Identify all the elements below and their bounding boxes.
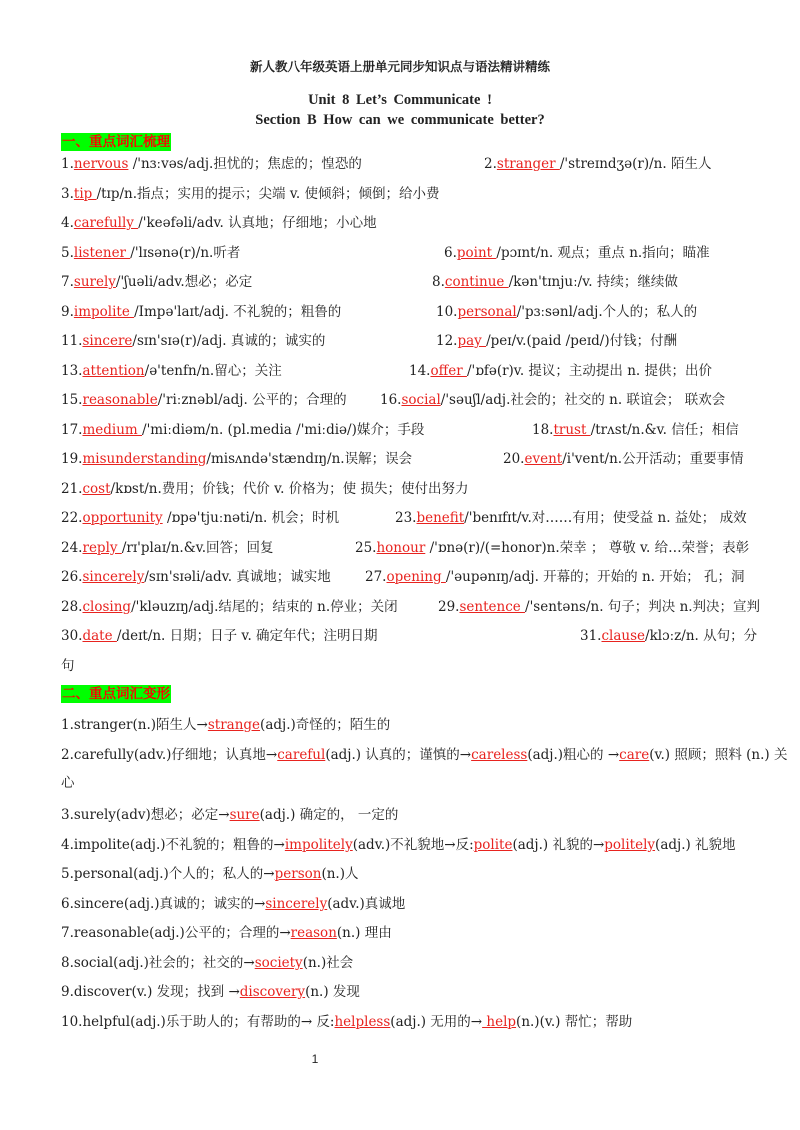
section-heading-word-forms: 二、重点词汇变形 — [62, 686, 170, 702]
entry-number: 18. — [532, 422, 554, 438]
form-text: 3.surely(adv)想必；必定→ — [61, 807, 230, 823]
answer-word: helpless — [334, 1014, 391, 1030]
entry-definition: /'səuʃl/adj.社会的；社交的 n. 联谊会； 联欢会 — [440, 392, 726, 408]
entry-number: 23. — [395, 510, 417, 526]
answer-word: society — [254, 955, 303, 971]
entry-definition: /kɒst/n.费用；价钱；代价 v. 价格为；使 损失；使付出努力 — [110, 481, 469, 497]
form-text: (adj.) 确定的， 一定的 — [259, 807, 399, 823]
form-entry-10 — [61, 1010, 632, 1030]
form-text: (adv.)不礼貌地→反: — [352, 837, 474, 853]
entry-number: 10. — [436, 304, 458, 320]
answer-word: benefit — [416, 510, 465, 526]
answer-word: sincerely — [265, 896, 328, 912]
entry-definition: /kən'tɪnjuː/v. 持续；继续做 — [508, 274, 678, 290]
entry-number: 13. — [61, 363, 83, 379]
entry-definition: /'kləuzɪŋ/adj.结尾的；结束的 n.停业；关闭 — [131, 599, 398, 615]
form-text: (n.) 理由 — [336, 925, 392, 941]
entry-number: 28. — [61, 599, 83, 615]
answer-word: opening — [386, 569, 446, 585]
entry-number: 25. — [355, 540, 377, 556]
form-text: 6.sincere(adj.)真诚的；诚实的→ — [61, 896, 266, 912]
entry-definition: /'ɒnə(r)/(=honor)n.荣幸 ； 尊敬 v. 给…荣誉；表彰 — [425, 540, 750, 556]
entry-definition: /'benɪfɪt/v.对……有用；使受益 n. 益处； 成效 — [464, 510, 747, 526]
answer-word: pay — [457, 333, 487, 349]
form-entry-5 — [61, 862, 358, 882]
answer-word: carefully — [73, 215, 139, 231]
vocab-entry-31-continuation: 句 — [61, 658, 75, 674]
entry-definition: /sɪn'sɪəli/adv. 真诚地；诚实地 — [144, 569, 331, 585]
form-text: (n.)社会 — [302, 955, 354, 971]
unit-title: Unit 8 Let’s Communicate ! — [308, 92, 492, 108]
form-text: (adj.) 礼貌的→ — [512, 837, 605, 853]
entry-number: 8. — [432, 274, 445, 290]
answer-word: closing — [82, 599, 132, 615]
form-text: 4.impolite(adj.)不礼貌的；粗鲁的→ — [61, 837, 285, 853]
answer-word: listener — [73, 245, 131, 261]
answer-word: help — [482, 1014, 517, 1030]
form-entry-2-continuation: 心 — [61, 775, 75, 791]
entry-number: 29. — [438, 599, 460, 615]
entry-definition: /ə'tenfn/n.留心；关注 — [144, 363, 282, 379]
vocab-entry-6 — [444, 241, 710, 261]
entry-definition: /klɔːz/n. 从句；分 — [645, 628, 758, 644]
vocab-entry-15 — [61, 388, 347, 408]
vocab-entry-1 — [61, 152, 362, 172]
entry-number: 11. — [61, 333, 83, 349]
answer-word: clause — [601, 628, 646, 644]
entry-definition: /'riːznəbl/adj. 公平的；合理的 — [157, 392, 347, 408]
form-text: (adj.)粗心的 → — [527, 747, 620, 763]
vocab-entry-8 — [432, 270, 678, 290]
answer-word: misunderstanding — [82, 451, 207, 467]
vocab-entry-9 — [61, 300, 341, 320]
answer-word: continue — [444, 274, 509, 290]
entry-number: 1. — [61, 156, 74, 172]
entry-number: 21. — [61, 481, 83, 497]
entry-number: 22. — [61, 510, 83, 526]
answer-word: surely — [73, 274, 116, 290]
section-heading-vocabulary: 一、重点词汇梳理 — [62, 134, 170, 150]
form-entry-8 — [61, 951, 353, 971]
entry-definition: /'streɪndʒə(r)/n. 陌生人 — [559, 156, 712, 172]
form-text: 2.carefully(adv.)仔细地；认真地→ — [61, 747, 278, 763]
vocab-entry-31 — [580, 624, 757, 644]
entry-definition: /deɪt/n. 日期；日子 v. 确定年代；注明日期 — [116, 628, 378, 644]
entry-number: 4. — [61, 215, 74, 231]
vocab-entry-4 — [61, 211, 377, 231]
entry-definition: /'sentəns/n. 句子；判决 n.判决；宣判 — [525, 599, 761, 615]
answer-word: careful — [277, 747, 326, 763]
entry-definition: /sɪn'sɪə(r)/adj. 真诚的；诚实的 — [132, 333, 326, 349]
form-text: (adv.)真诚地 — [327, 896, 406, 912]
answer-word: personal — [457, 304, 517, 320]
answer-word: strange — [207, 717, 261, 733]
answer-word: care — [619, 747, 650, 763]
entry-definition: /'əupənɪŋ/adj. 开幕的；开始的 n. 开始； 孔；洞 — [445, 569, 745, 585]
answer-word: impolite — [73, 304, 135, 320]
answer-word: polite — [473, 837, 513, 853]
entry-definition: /'lɪsənə(r)/n.听者 — [130, 245, 241, 261]
entry-number: 24. — [61, 540, 83, 556]
form-text: (adj.) 无用的→ — [390, 1014, 483, 1030]
answer-word: person — [274, 866, 322, 882]
vocab-entry-24 — [61, 536, 274, 556]
vocab-entry-27 — [365, 565, 745, 585]
entry-number: 30. — [61, 628, 83, 644]
vocab-entry-26 — [61, 565, 331, 585]
vocab-entry-2 — [484, 152, 711, 172]
answer-word: stranger — [496, 156, 560, 172]
answer-word: politely — [604, 837, 656, 853]
vocab-entry-14 — [409, 359, 712, 379]
entry-definition: /'nɜːvəs/adj.担忧的；焦虑的；惶恐的 — [128, 156, 362, 172]
entry-definition: /rɪ'plaɪ/n.&v.回答；回复 — [121, 540, 274, 556]
answer-word: discovery — [239, 984, 306, 1000]
page-number: 1 — [311, 1052, 319, 1066]
answer-word: offer — [430, 363, 467, 379]
entry-number: 12. — [436, 333, 458, 349]
form-text: 5.personal(adj.)个人的；私人的→ — [61, 866, 275, 882]
form-text: (n.) 发现 — [305, 984, 360, 1000]
vocab-entry-11 — [61, 329, 325, 349]
form-text: (adj.) 礼貌地 — [655, 837, 736, 853]
entry-definition: /misʌndə'stændɪŋ/n.误解；误会 — [206, 451, 413, 467]
vocab-entry-28 — [61, 595, 398, 615]
vocab-entry-17 — [61, 418, 424, 438]
form-entry-1 — [61, 713, 390, 733]
answer-word: nervous — [73, 156, 129, 172]
entry-definition: /i'vent/n.公开活动；重要事情 — [562, 451, 744, 467]
entry-number: 14. — [409, 363, 431, 379]
vocab-entry-29 — [438, 595, 760, 615]
vocab-entry-19 — [61, 447, 412, 467]
answer-word: impolitely — [284, 837, 353, 853]
answer-word: tip — [73, 186, 97, 202]
entry-definition: /pɔɪnt/n. 观点；重点 n.指向；瞄准 — [496, 245, 710, 261]
entry-definition: /'miːdiəm/n. (pl.media /'miːdiə/)媒介；手段 — [142, 422, 425, 438]
answer-word: attention — [82, 363, 145, 379]
entry-number: 26. — [61, 569, 83, 585]
answer-word: reasonable — [82, 392, 158, 408]
form-entry-7 — [61, 921, 392, 941]
answer-word: reply — [82, 540, 122, 556]
entry-number: 16. — [380, 392, 402, 408]
vocab-entry-18 — [532, 418, 739, 438]
form-text: (v.) 照顾；照料 (n.) 关 — [649, 747, 788, 763]
answer-word: honour — [376, 540, 426, 556]
vocab-entry-13 — [61, 359, 282, 379]
answer-word: reason — [290, 925, 337, 941]
section-title: Section B How can we communicate better? — [255, 112, 545, 128]
vocab-entry-16 — [380, 388, 725, 408]
answer-word: sincere — [82, 333, 133, 349]
form-entry-3 — [61, 803, 398, 823]
entry-definition: /peɪ/v.(paid /peɪd/)付钱；付酬 — [486, 333, 678, 349]
entry-definition: /Impə'laɪt/adj. 不礼貌的；粗鲁的 — [134, 304, 342, 320]
entry-number: 19. — [61, 451, 83, 467]
vocab-entry-12 — [436, 329, 677, 349]
entry-definition: /'ʃuəli/adv.想必；必定 — [115, 274, 253, 290]
vocab-entry-5 — [61, 241, 240, 261]
entry-number: 31. — [580, 628, 602, 644]
answer-word: social — [401, 392, 441, 408]
entry-number: 3. — [61, 186, 74, 202]
vocab-entry-30 — [61, 624, 378, 644]
entry-number: 5. — [61, 245, 74, 261]
form-text: (n.)(v.) 帮忙；帮助 — [516, 1014, 633, 1030]
form-text: 8.social(adj.)社会的；社交的→ — [61, 955, 255, 971]
form-text: 10.helpful(adj.)乐于助人的；有帮助的→ 反: — [61, 1014, 335, 1030]
answer-word: event — [524, 451, 563, 467]
form-entry-9 — [61, 980, 360, 1000]
form-text: 1.stranger(n.)陌生人→ — [61, 717, 208, 733]
entry-number: 17. — [61, 422, 83, 438]
entry-number: 2. — [484, 156, 497, 172]
vocab-entry-25 — [355, 536, 749, 556]
vocab-entry-3 — [61, 182, 439, 202]
answer-word: trust — [553, 422, 591, 438]
entry-number: 7. — [61, 274, 74, 290]
answer-word: sincerely — [82, 569, 145, 585]
vocab-entry-7 — [61, 270, 252, 290]
form-entry-6 — [61, 892, 405, 912]
vocab-entry-23 — [395, 506, 747, 526]
entry-definition: /tɪp/n.指点；实用的提示；尖端 v. 使倾斜；倾倒；给小费 — [96, 186, 440, 202]
entry-definition: /'keəfəli/adv. 认真地；仔细地；小心地 — [138, 215, 377, 231]
entry-number: 27. — [365, 569, 387, 585]
form-text: (adj.) 认真的；谨慎的→ — [325, 747, 472, 763]
entry-definition: /'pɜːsənl/adj.个人的；私人的 — [516, 304, 698, 320]
answer-word: cost — [82, 481, 111, 497]
answer-word: opportunity — [82, 510, 163, 526]
answer-word: sure — [229, 807, 260, 823]
answer-word: date — [82, 628, 117, 644]
form-text: (n.)人 — [321, 866, 359, 882]
document-header: 新人教八年级英语上册单元同步知识点与语法精讲精练 — [249, 59, 550, 74]
vocab-entry-20 — [503, 447, 744, 467]
entry-number: 9. — [61, 304, 74, 320]
vocab-entry-10 — [436, 300, 697, 320]
entry-definition: /ɒpə'tjuːnəti/n. 机会；时机 — [162, 510, 340, 526]
entry-definition: /trʌst/n.&v. 信任；相信 — [590, 422, 739, 438]
answer-word: sentence — [459, 599, 526, 615]
answer-word: point — [456, 245, 497, 261]
form-text: 9.discover(v.) 发现；找到 → — [61, 984, 240, 1000]
entry-number: 15. — [61, 392, 83, 408]
entry-number: 6. — [444, 245, 457, 261]
answer-word: careless — [471, 747, 528, 763]
entry-number: 20. — [503, 451, 525, 467]
answer-word: medium — [82, 422, 143, 438]
form-entry-2 — [61, 743, 787, 763]
form-text: 7.reasonable(adj.)公平的；合理的→ — [61, 925, 291, 941]
vocab-entry-22 — [61, 506, 339, 526]
form-entry-4 — [61, 833, 736, 853]
vocab-entry-21 — [61, 477, 468, 497]
form-text: (adj.)奇怪的；陌生的 — [260, 717, 391, 733]
entry-definition: /'ɒfə(r)v. 提议；主动提出 n. 提供；出价 — [466, 363, 712, 379]
